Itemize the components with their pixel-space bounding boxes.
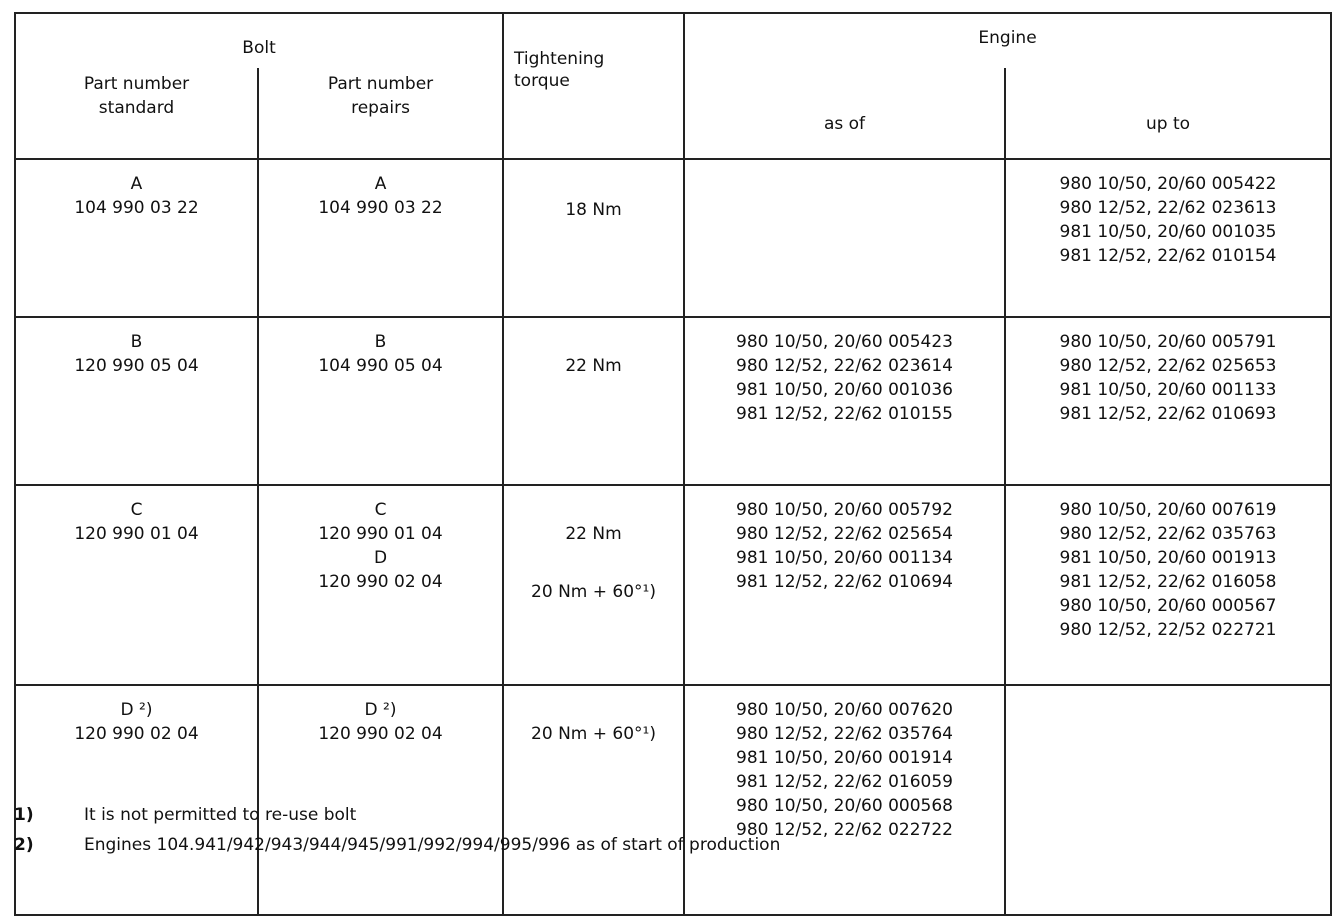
cell-line: 980 12/52, 22/62 025653	[1059, 356, 1277, 376]
cell-part-repairs	[258, 159, 503, 317]
cell-line: 981 12/52, 22/62 016058	[1059, 572, 1277, 592]
cell-line: 981 10/50, 20/60 001035	[1059, 222, 1277, 242]
cell-part-repairs	[258, 485, 503, 685]
cell-line: 980 12/52, 22/62 023613	[1059, 198, 1277, 218]
table-row	[15, 159, 1331, 317]
cell-line: D	[373, 548, 388, 568]
cell-up-to	[1005, 485, 1331, 685]
footnote	[14, 800, 1330, 830]
cell-torque	[503, 485, 684, 685]
cell-line: 22 Nm	[565, 524, 622, 544]
header-part-standard-line1: Part number	[83, 74, 190, 94]
cell-line: 980 12/52, 22/62 035764	[736, 724, 953, 744]
cell-line: 981 12/52, 22/62 016059	[736, 772, 953, 792]
cell-line: 980 10/50, 20/60 007619	[1059, 500, 1277, 520]
cell-line: 980 10/50, 20/60 005792	[736, 500, 953, 520]
cell-part-standard	[15, 485, 258, 685]
cell-as-of	[684, 159, 1005, 317]
header-part-repairs-line1: Part number	[327, 74, 434, 94]
cell-line: 981 12/52, 22/62 010154	[1059, 246, 1277, 266]
cell-line: 980 12/52, 22/62 025654	[736, 524, 953, 544]
cell-line: 120 990 05 04	[74, 356, 199, 376]
cell-line: 22 Nm	[565, 356, 622, 376]
cell-torque	[503, 159, 684, 317]
cell-part-standard	[15, 317, 258, 485]
footnote	[14, 830, 1330, 860]
cell-line: D ²)	[364, 700, 397, 720]
cell-line: 980 10/50, 20/60 005791	[1059, 332, 1277, 352]
header-torque	[503, 13, 684, 159]
cell-line: 120 990 01 04	[318, 524, 443, 544]
table-row	[15, 317, 1331, 485]
cell-line: 981 10/50, 20/60 001913	[1059, 548, 1277, 568]
cell-as-of	[684, 485, 1005, 685]
cell-line: 981 12/52, 22/62 010693	[1059, 404, 1277, 424]
cell-line: 120 990 02 04	[318, 724, 443, 744]
cell-torque	[503, 317, 684, 485]
header-part-repairs-line2: repairs	[351, 98, 410, 118]
cell-part-standard	[15, 159, 258, 317]
footnote-text: Engines 104.941/942/943/944/945/991/992/994/995/996 as of start of production	[84, 835, 781, 855]
cell-line: A	[130, 174, 143, 194]
cell-line: 104 990 05 04	[318, 356, 443, 376]
cell-line: 981 12/52, 22/62 010155	[736, 404, 953, 424]
header-torque-line1: Tightening	[514, 49, 605, 69]
cell-line: C	[374, 500, 387, 520]
cell-line: 120 990 01 04	[74, 524, 199, 544]
cell-line: B	[374, 332, 387, 352]
cell-line: 980 10/50, 20/60 000567	[1059, 596, 1277, 616]
cell-up-to	[1005, 159, 1331, 317]
cell-line: 981 10/50, 20/60 001133	[1059, 380, 1277, 400]
cell-line: 20 Nm + 60°¹)	[531, 724, 656, 744]
cell-line: 980 12/52, 22/62 023614	[736, 356, 953, 376]
cell-line: D ²)	[120, 700, 153, 720]
footnote-text: It is not permitted to re-use bolt	[84, 805, 357, 825]
table-row	[15, 485, 1331, 685]
footnote-mark: 2)	[14, 835, 34, 855]
header-part-repairs	[258, 68, 503, 159]
cell-line: 980 12/52, 22/62 022722	[736, 820, 953, 840]
header-engine: Engine	[684, 13, 1331, 68]
cell-line: 981 10/50, 20/60 001914	[736, 748, 953, 768]
header-as-of: as of	[684, 68, 1005, 159]
cell-line: 981 10/50, 20/60 001134	[736, 548, 953, 568]
cell-line: 980 10/50, 20/60 000568	[736, 796, 953, 816]
cell-line: 980 10/50, 20/60 005422	[1059, 174, 1277, 194]
footnote-mark: 1)	[14, 805, 34, 825]
cell-line: 981 12/52, 22/62 010694	[736, 572, 953, 592]
cell-line: 980 12/52, 22/62 035763	[1059, 524, 1277, 544]
header-part-standard-line2: standard	[98, 98, 175, 118]
cell-line: 980 10/50, 20/60 007620	[736, 700, 953, 720]
cell-line: 120 990 02 04	[74, 724, 199, 744]
cell-line: 18 Nm	[565, 200, 622, 220]
cell-line: C	[130, 500, 143, 520]
cell-line: 120 990 02 04	[318, 572, 443, 592]
cell-line: 981 10/50, 20/60 001036	[736, 380, 953, 400]
cell-line: 980 10/50, 20/60 005423	[736, 332, 953, 352]
header-part-standard	[15, 68, 258, 159]
cell-line: 20 Nm + 60°¹)	[531, 582, 656, 602]
bolt-torque-table	[14, 12, 1332, 916]
header-up-to: up to	[1005, 68, 1331, 159]
cell-as-of	[684, 317, 1005, 485]
header-torque-line2: torque	[514, 71, 570, 91]
header-row-top	[15, 13, 1331, 68]
cell-line: 104 990 03 22	[318, 198, 443, 218]
cell-line: B	[130, 332, 143, 352]
cell-part-repairs	[258, 317, 503, 485]
cell-up-to	[1005, 317, 1331, 485]
cell-line: 980 12/52, 22/52 022721	[1059, 620, 1277, 640]
cell-line: 104 990 03 22	[74, 198, 199, 218]
footnotes	[14, 800, 1330, 860]
cell-line: A	[374, 174, 387, 194]
header-bolt: Bolt	[15, 13, 503, 68]
